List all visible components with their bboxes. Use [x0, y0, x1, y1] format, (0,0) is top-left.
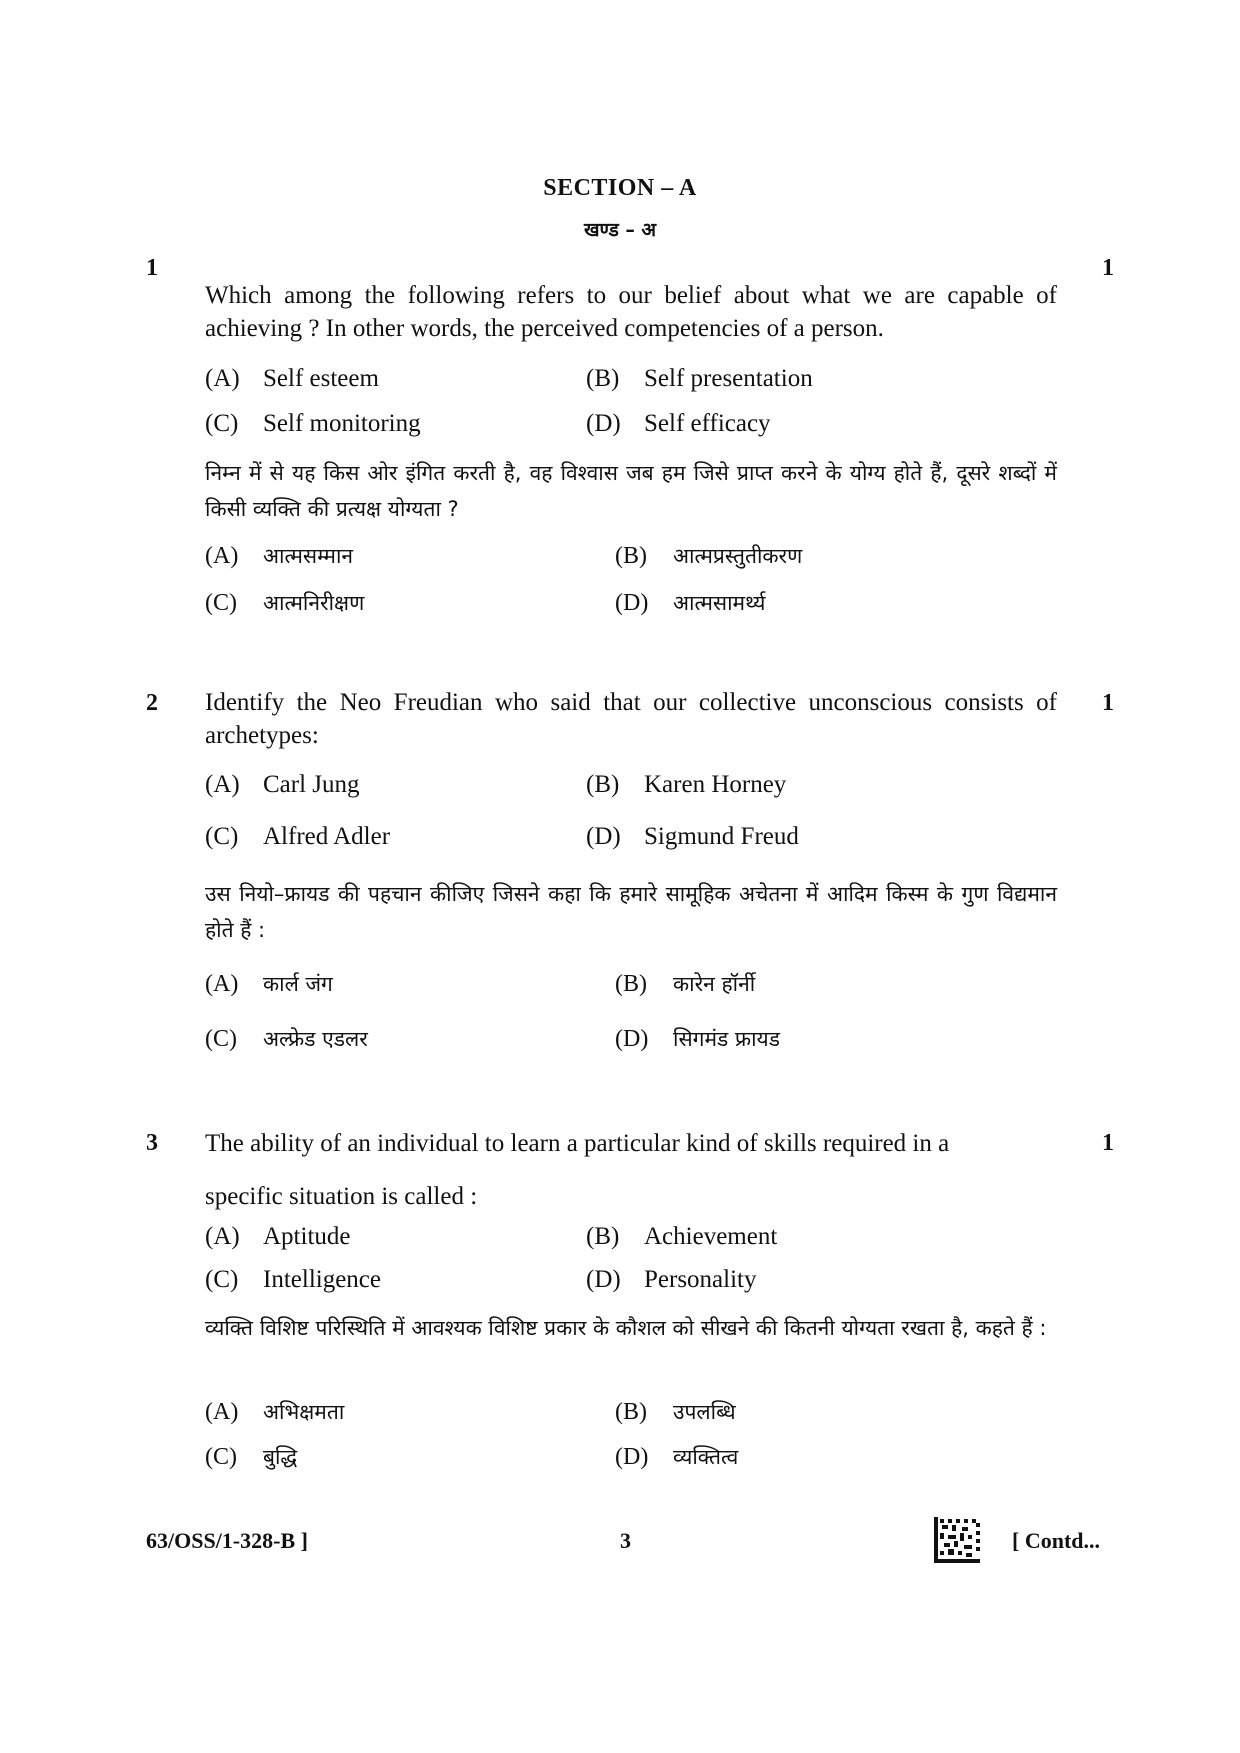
hindi-option-c: (C) बुद्धि — [205, 1444, 298, 1470]
question-number: 1 — [146, 255, 158, 281]
option-d: (D) Personality — [586, 1266, 757, 1293]
question-text-line-2: specific situation is called : — [205, 1183, 478, 1210]
hindi-option-d: (D) व्यक्तित्व — [615, 1444, 739, 1470]
paper-code: 63/OSS/1-328-B ] — [146, 1528, 308, 1553]
hindi-option-a: (A) कार्ल जंग — [205, 971, 333, 997]
question-text-line-1: The ability of an individual to learn a particular kind of skills required in a — [205, 1130, 950, 1157]
question-text: Which among the following refers to our belief about what we are capable of achieving ? In other words, the perceived competencies of a person. — [205, 282, 1057, 342]
hindi-option-b: (B) कारेन हॉर्नी — [615, 971, 756, 997]
question-text-hindi: उस नियो–फ्रायड की पहचान कीजिए जिसने कहा कि हमारे सामूहिक अचेतना में आदिम किस्म के गुण विद्यमान होते हैं : — [205, 882, 1057, 942]
question-marks: 1 — [1102, 690, 1114, 716]
option-c: (C) Self monitoring — [205, 410, 421, 437]
hindi-option-b: (B) उपलब्धि — [615, 1399, 736, 1425]
question-text-hindi: निम्न में से यह किस ओर इंगित करती है, वह विश्वास जब हम जिसे प्राप्त करने के योग्य होते हैं, दूसरे शब्दों में किसी व्यक्ति की प्रत्यक्ष योग्यता ? — [205, 461, 1057, 521]
hindi-option-d: (D) सिगमंड फ्रायड — [615, 1026, 780, 1052]
question-text: Identify the Neo Freudian who said that our collective unconscious consists of archetypes: — [205, 689, 1057, 749]
option-d: (D) Self efficacy — [586, 410, 771, 437]
option-b: (B) Self presentation — [586, 365, 813, 392]
question-number: 3 — [146, 1130, 158, 1156]
option-a: (A) Self esteem — [205, 365, 379, 392]
option-b: (B) Achievement — [586, 1223, 778, 1250]
question-marks: 1 — [1102, 1130, 1114, 1156]
option-b: (B) Karen Horney — [586, 771, 787, 798]
hindi-option-c: (C) अल्फ्रेड एडलर — [205, 1026, 368, 1052]
question-number: 2 — [146, 690, 158, 716]
option-c: (C) Alfred Adler — [205, 823, 391, 850]
hindi-option-a: (A) अभिक्षमता — [205, 1399, 345, 1425]
section-title-hindi: खण्ड – अ — [584, 219, 656, 241]
page-number: 3 — [620, 1528, 631, 1553]
option-a: (A) Carl Jung — [205, 771, 360, 798]
hindi-option-d: (D) आत्मसामर्थ्य — [615, 590, 766, 616]
continued-label: [ Contd... — [1012, 1528, 1101, 1553]
hindi-option-b: (B) आत्मप्रस्तुतीकरण — [615, 543, 803, 569]
hindi-option-a: (A) आत्मसम्मान — [205, 543, 354, 569]
section-title: SECTION – A — [543, 175, 697, 201]
hindi-option-c: (C) आत्मनिरीक्षण — [205, 590, 365, 616]
question-marks: 1 — [1102, 255, 1114, 281]
question-text-hindi: व्यक्ति विशिष्ट परिस्थिति में आवश्यक विशिष्ट प्रकार के कौशल को सीखने की कितनी योग्यता रखता है, कहते हैं : — [205, 1316, 1047, 1340]
qr-code-icon — [934, 1517, 980, 1563]
option-d: (D) Sigmund Freud — [586, 823, 799, 850]
option-c: (C) Intelligence — [205, 1266, 381, 1293]
option-a: (A) Aptitude — [205, 1223, 351, 1250]
